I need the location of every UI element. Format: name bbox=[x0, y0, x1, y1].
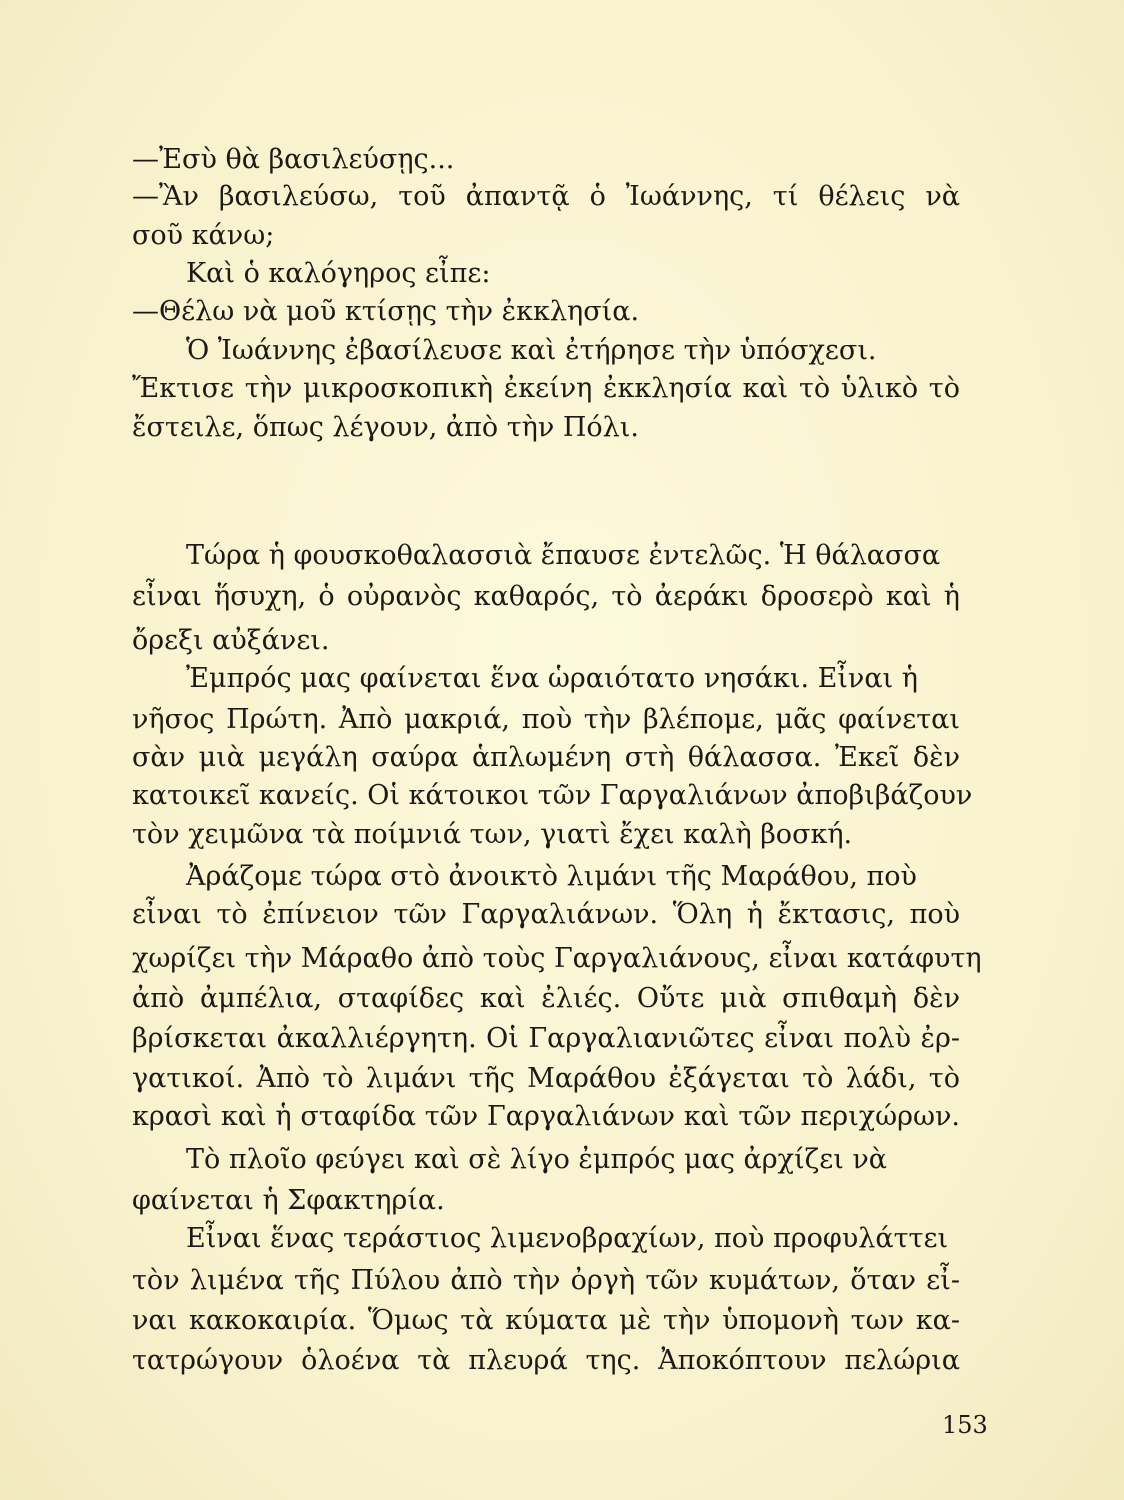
text-line: σοῦ κάνω; bbox=[132, 220, 275, 251]
text-line: Τὸ πλοῖο φεύγει καὶ σὲ λίγο ἐμπρός μας ἀρχίζει νὰ bbox=[186, 1144, 888, 1175]
text-line: —Θέλω νὰ μοῦ κτίσῃς τὴν ἐκκλησία. bbox=[132, 296, 640, 327]
text-line: φαίνεται ἡ Σφακτηρία. bbox=[132, 1185, 445, 1216]
text-line: Ἔκτισε τὴν μικροσκοπικὴ ἐκείνη ἐκκλησία καὶ τὸ ὑλικὸ τὸ bbox=[132, 373, 960, 404]
text-line: χωρίζει τὴν Μάραθο ἀπὸ τοὺς Γαργαλιάνους, εἶναι κατάφυτη bbox=[132, 943, 982, 974]
text-line: κατοικεῖ κανείς. Οἱ κάτοικοι τῶν Γαργαλιάνων ἀποβιβάζουν bbox=[132, 780, 973, 811]
page-number: 153 bbox=[942, 1411, 988, 1439]
text-line: Τώρα ἡ φουσκοθαλασσιὰ ἔπαυσε ἐντελῶς. Ἡ θάλασσα bbox=[186, 540, 941, 571]
text-line: Ἀράζομε τώρα στὸ ἀνοικτὸ λιμάνι τῆς Μαράθου, ποὺ bbox=[186, 861, 917, 892]
text-line: ναι κακοκαιρία. Ὅμως τὰ κύματα μὲ τὴν ὑπομονὴ των κα- bbox=[132, 1305, 960, 1336]
text-line: —Ἂν βασιλεύσω, τοῦ ἀπαντᾷ ὁ Ἰωάννης, τί θέλεις νὰ bbox=[132, 181, 960, 212]
text-line: εἶναι ἥσυχη, ὁ οὐρανὸς καθαρός, τὸ ἀεράκι δροσερὸ καὶ ἡ bbox=[132, 581, 960, 612]
text-line: τὸν χειμῶνα τὰ ποίμνιά των, γιατὶ ἔχει καλὴ βοσκή. bbox=[132, 819, 853, 850]
text-line: τατρώγουν ὁλοένα τὰ πλευρά της. Ἀποκόπτουν πελώρια bbox=[132, 1345, 960, 1376]
text-line: γατικοί. Ἀπὸ τὸ λιμάνι τῆς Μαράθου ἐξάγεται τὸ λάδι, τὸ bbox=[132, 1063, 960, 1094]
text-line: Ὁ Ἰωάννης ἐβασίλευσε καὶ ἐτήρησε τὴν ὑπόσχεσι. bbox=[186, 335, 877, 366]
text-line: ὄρεξι αὐξάνει. bbox=[132, 625, 330, 656]
text-line: βρίσκεται ἀκαλλιέργητη. Οἱ Γαργαλιανιῶτες εἶναι πολὺ ἐρ- bbox=[132, 1023, 960, 1054]
text-line: κρασὶ καὶ ἡ σταφίδα τῶν Γαργαλιάνων καὶ τῶν περιχώρων. bbox=[132, 1101, 960, 1132]
text-line: εἶναι τὸ ἐπίνειον τῶν Γαργαλιάνων. Ὅλη ἡ ἔκτασις, ποὺ bbox=[132, 899, 960, 930]
text-line: σὰν μιὰ μεγάλη σαύρα ἁπλωμένη στὴ θάλασσα. Ἐκεῖ δὲν bbox=[132, 742, 960, 773]
text-line: ἔστειλε, ὅπως λέγουν, ἀπὸ τὴν Πόλι. bbox=[132, 412, 639, 443]
text-line: ἀπὸ ἀμπέλια, σταφίδες καὶ ἐλιές. Οὔτε μιὰ σπιθαμὴ δὲν bbox=[132, 983, 960, 1014]
text-line: τὸν λιμένα τῆς Πύλου ἀπὸ τὴν ὀργὴ τῶν κυμάτων, ὅταν εἶ- bbox=[132, 1265, 960, 1296]
text-line: νῆσος Πρώτη. Ἀπὸ μακριά, ποὺ τὴν βλέπομε, μᾶς φαίνεται bbox=[132, 704, 960, 735]
text-line: —Ἐσὺ θὰ βασιλεύσῃς... bbox=[132, 144, 455, 175]
text-line: Εἶναι ἕνας τεράστιος λιμενοβραχίων, ποὺ προφυλάττει bbox=[186, 1223, 949, 1254]
text-line: Καὶ ὁ καλόγηρος εἶπε: bbox=[186, 258, 491, 289]
text-line: Ἐμπρός μας φαίνεται ἕνα ὡραιότατο νησάκι. Εἶναι ἡ bbox=[186, 663, 918, 694]
